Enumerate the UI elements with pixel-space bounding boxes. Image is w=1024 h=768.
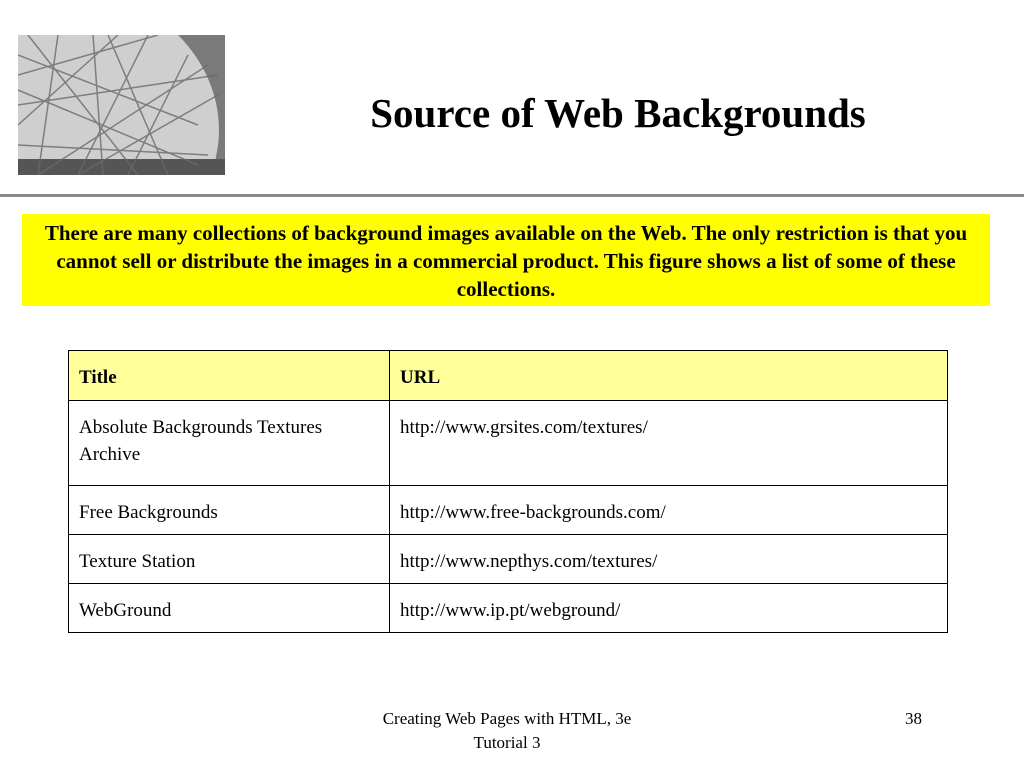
cell-title: Texture Station [69,535,390,584]
cell-url: http://www.grsites.com/textures/ [390,401,948,486]
footer-tutorial: Tutorial 3 [473,733,541,752]
table-row [69,535,948,584]
table-row [69,401,948,486]
footer [300,707,714,755]
table-row [69,486,948,535]
cell-title: WebGround [69,584,390,633]
backgrounds-table [68,350,948,633]
cell-title: Free Backgrounds [69,486,390,535]
page-number: 38 [905,709,922,728]
table-header-row [69,351,948,401]
table-row [69,584,948,633]
divider [0,194,1024,197]
cell-url: http://www.ip.pt/webground/ [390,584,948,633]
header-title: Title [69,351,390,401]
slide-title: Source of Web Backgrounds [370,90,866,136]
cell-url: http://www.free-backgrounds.com/ [390,486,948,535]
cell-title: Absolute Backgrounds Textures Archive [69,401,390,486]
footer-book-title: Creating Web Pages with HTML, 3e [382,709,632,728]
cell-url: http://www.nepthys.com/textures/ [390,535,948,584]
satellite-dish-image [18,35,225,175]
header-url: URL [390,351,948,401]
callout-text: There are many collections of background images available on the Web. The only restriction is that you cannot sell or distribute the images in a commercial product. This figure shows a list of some of these collections. [22,214,990,306]
